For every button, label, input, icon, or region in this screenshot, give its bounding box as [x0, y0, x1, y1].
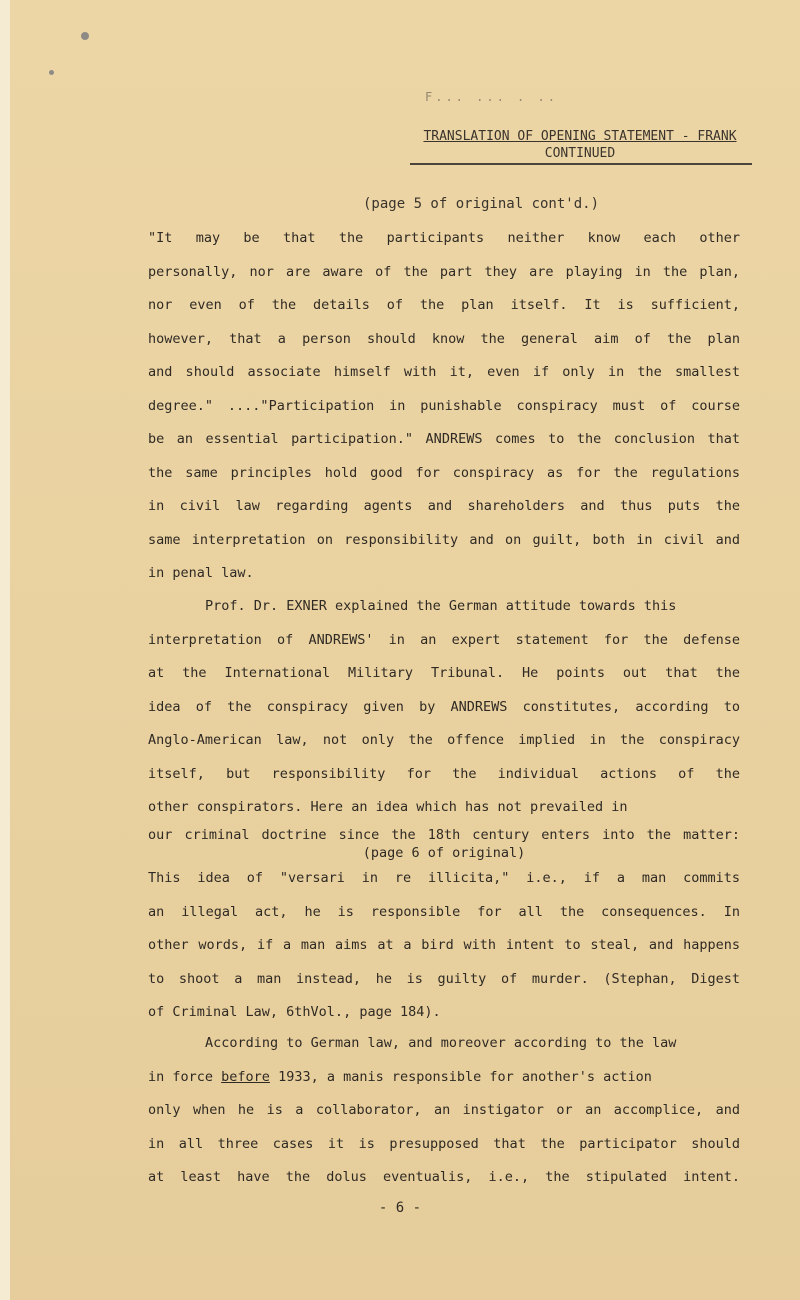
text-span: 1933, a manis responsible for another's action	[269, 1068, 652, 1085]
text-line: at least have the dolus eventualis, i.e., the stipulated intent.	[148, 1169, 740, 1185]
header-title: TRANSLATION OF OPENING STATEMENT - FRANK	[423, 129, 737, 144]
header-rule	[410, 163, 752, 165]
text-line: degree." ...."Participation in punishable conspiracy must of course	[148, 397, 740, 414]
text-line: nor even of the details of the plan itself. It is sufficient,	[148, 297, 740, 313]
text-span: in force	[148, 1068, 222, 1085]
text-line: personally, nor are aware of the part they are playing in the plan,	[148, 263, 740, 280]
text-line: to shoot a man instead, he is guilty of murder. (Stephan, Digest	[148, 970, 740, 987]
text-line: be an essential participation." ANDREWS comes to the conclusion that	[148, 431, 740, 447]
text-line: other words, if a man aims at a bird with intent to steal, and happens	[148, 937, 740, 953]
text-line: at the International Military Tribunal. He points out that the	[148, 665, 740, 681]
punch-mark	[81, 32, 89, 40]
punch-mark	[49, 70, 54, 75]
text-line: in penal law.	[148, 565, 254, 581]
paragraph-2	[148, 590, 740, 861]
text-line: an illegal act, he is responsible for all the consequences. In	[148, 903, 740, 920]
paragraph-3	[148, 862, 740, 1030]
faded-stamp: F... ... . ..	[425, 90, 558, 104]
text-line: Anglo-American law, not only the offence implied in the conspiracy	[148, 732, 740, 748]
paragraph-4	[148, 1027, 740, 1195]
text-line: itself, but responsibility for the individual actions of the	[148, 765, 740, 782]
page-marker: (page 6 of original)	[362, 844, 526, 861]
underlined-word: before	[221, 1068, 270, 1085]
text-line: interpretation of ANDREWS' in an expert statement for the defense	[148, 631, 740, 648]
text-line: our criminal doctrine since the 18th century enters into the matter:	[148, 826, 740, 843]
text-line: According to German law, and moreover according to the law	[205, 1035, 677, 1051]
text-line	[148, 1061, 740, 1095]
header-subtitle: CONTINUED	[544, 146, 616, 161]
text-line: in civil law regarding agents and shareholders and thus puts the	[148, 498, 740, 514]
page-caption: (page 5 of original cont'd.)	[363, 196, 600, 212]
text-line: Prof. Dr. EXNER explained the German attitude towards this	[205, 598, 677, 614]
text-line: This idea of "versari in re illicita," i.e., if a man commits	[148, 870, 740, 886]
text-line: and should associate himself with it, even if only in the smallest	[148, 364, 740, 380]
text-line: other conspirators. Here an idea which has not prevailed in	[148, 799, 628, 815]
page-number: - 6 -	[378, 1200, 422, 1216]
document-header	[410, 128, 750, 162]
text-line: idea of the conspiracy given by ANDREWS constitutes, according to	[148, 698, 740, 715]
paper-edge	[0, 0, 10, 1300]
text-line: in all three cases it is presupposed that the participator should	[148, 1135, 740, 1152]
text-line: the same principles hold good for conspiracy as for the regulations	[148, 464, 740, 481]
text-line: same interpretation on responsibility and on guilt, both in civil and	[148, 531, 740, 548]
paragraph-1	[148, 222, 740, 591]
text-line: only when he is a collaborator, an instigator or an accomplice, and	[148, 1102, 740, 1118]
text-line: however, that a person should know the general aim of the plan	[148, 330, 740, 347]
text-line: "It may be that the participants neither know each other	[148, 230, 740, 246]
text-line: of Criminal Law, 6thVol., page 184).	[148, 1004, 441, 1020]
